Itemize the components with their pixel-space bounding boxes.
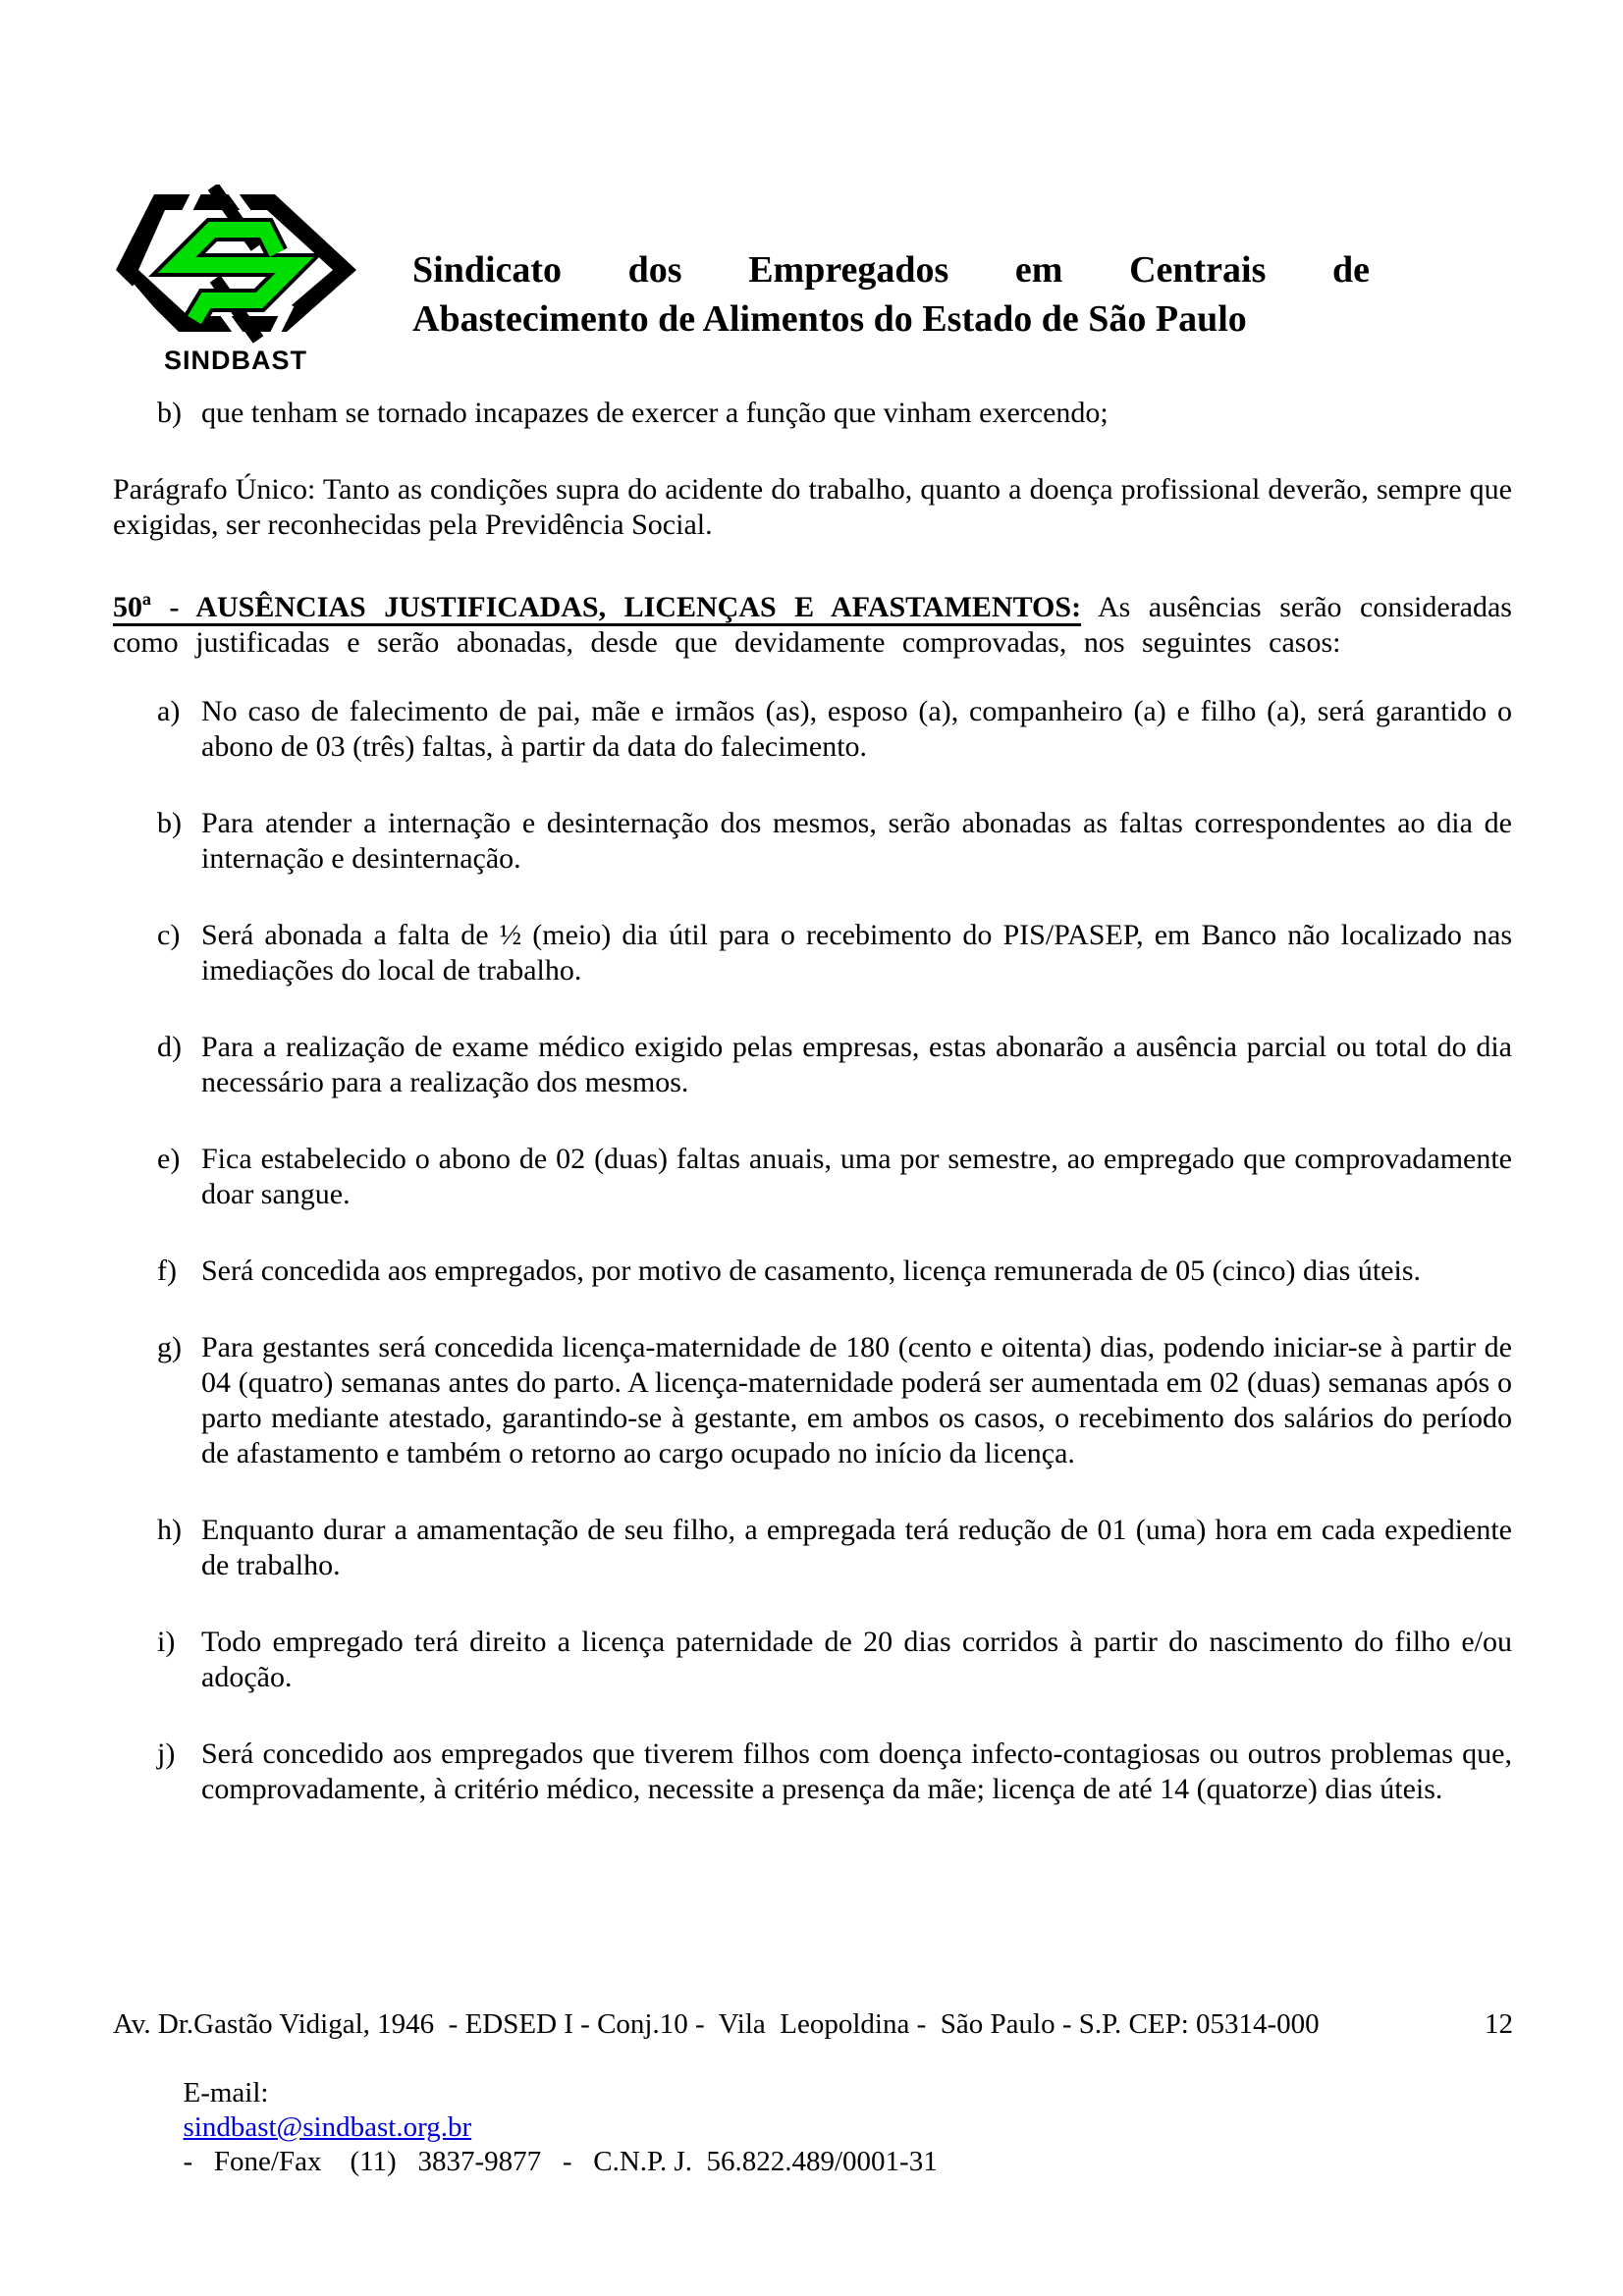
page-number: 12 bbox=[1485, 2008, 1513, 2040]
list-item-j bbox=[113, 1736, 1512, 1807]
list-item-marker: h) bbox=[157, 1514, 182, 1546]
list-item-text: Para atender a internação e desinternação dos mesmos, serão abonadas as faltas correspondentes ao dia de internação e desinternação. bbox=[201, 807, 1512, 875]
list-item-d bbox=[113, 1030, 1512, 1100]
list-item-text: Todo empregado terá direito a licença paternidade de 20 dias corridos à partir do nascimento do filho e/ou adoção. bbox=[201, 1626, 1512, 1693]
letterhead bbox=[113, 0, 1512, 388]
list-item-marker: e) bbox=[157, 1143, 181, 1175]
list-item-b bbox=[113, 806, 1512, 877]
list-item-text: Para a realização de exame médico exigido pelas empresas, estas abonarão a ausência parcial ou total do dia necessário para a realização dos mesmos. bbox=[201, 1031, 1512, 1098]
email-label: E-mail: bbox=[183, 2077, 269, 2109]
list-item-text: Fica estabelecido o abono de 02 (duas) faltas anuais, uma por semestre, ao empregado que comprovadamente doar sangue. bbox=[201, 1143, 1512, 1210]
footer-address: Av. Dr.Gastão Vidigal, 1946 - EDSED I - Conj.10 - Vila Leopoldina - São Paulo - S.P. CEP: 05314-000 bbox=[113, 2008, 1320, 2040]
list-item-text: Enquanto durar a amamentação de seu filho, a empregada terá redução de 01 (uma) hora em cada expediente de trabalho. bbox=[201, 1514, 1512, 1581]
logo-caption: SINDBAST bbox=[163, 346, 307, 375]
list-item-marker: b) bbox=[157, 397, 182, 429]
list-item-f bbox=[113, 1254, 1512, 1289]
clause-50-intro-text: As ausências serão consideradas como justificadas e serão abonadas, desde que devidamente comprovadas, nos seguintes casos: bbox=[113, 591, 1512, 659]
clause-50-title: 50ª - AUSÊNCIAS JUSTIFICADAS, LICENÇAS E AFASTAMENTOS: bbox=[113, 591, 1082, 623]
footer-contact-rest: - Fone/Fax (11) 3837-9877 - C.N.P. J. 56.822.489/0001-31 bbox=[183, 2146, 938, 2177]
page-footer bbox=[113, 2007, 1515, 2214]
footer-contact-line bbox=[140, 2042, 1515, 2214]
list-item-marker: j) bbox=[157, 1737, 176, 1770]
footer-address-line bbox=[113, 2007, 1515, 2042]
sindbast-logo bbox=[103, 185, 368, 375]
list-item-h bbox=[113, 1513, 1512, 1583]
list-item-i bbox=[113, 1625, 1512, 1695]
list-item-a bbox=[113, 694, 1512, 765]
list-item-e bbox=[113, 1142, 1512, 1212]
list-item-c bbox=[113, 918, 1512, 988]
organization-title-line1: Sindicato dos Empregados em Centrais de bbox=[412, 249, 1370, 291]
list-item-text: Será concedido aos empregados que tiverem filhos com doença infecto-contagiosas ou outros problemas que, comprovadamente, à critério médico, necessite a presença da mãe; licença de até 14 (quatorze) dias úteis. bbox=[201, 1737, 1512, 1805]
list-item-marker: i) bbox=[157, 1626, 176, 1658]
list-item-text: Será abonada a falta de ½ (meio) dia útil para o recebimento do PIS/PASEP, em Banco não localizado nas imediações do local de trabalho. bbox=[201, 919, 1512, 987]
list-item-g bbox=[113, 1330, 1512, 1471]
list-item-marker: b) bbox=[157, 807, 182, 839]
list-item-text: No caso de falecimento de pai, mãe e irmãos (as), esposo (a), companheiro (a) e filho (a), será garantido o abono de 03 (três) faltas, à partir da data do falecimento. bbox=[201, 695, 1512, 763]
paragrafo-unico: Parágrafo Único: Tanto as condições supra do acidente do trabalho, quanto a doença profissional deverão, sempre que exigidas, ser reconhecidas pela Previdência Social. bbox=[113, 473, 1512, 541]
page-content bbox=[113, 0, 1512, 1848]
list-item-intro-b bbox=[113, 396, 1512, 431]
list-item-marker: g) bbox=[157, 1331, 182, 1363]
sindbast-hexagon-logo-icon bbox=[103, 185, 368, 344]
list-item-marker: f) bbox=[157, 1255, 177, 1287]
list-item-marker: a) bbox=[157, 695, 181, 727]
organization-title-line2: Abastecimento de Alimentos do Estado de São Paulo bbox=[412, 298, 1247, 340]
email-link[interactable]: sindbast@sindbast.org.br bbox=[183, 2111, 472, 2143]
list-item-text: Será concedida aos empregados, por motivo de casamento, licença remunerada de 05 (cinco) dias úteis. bbox=[201, 1255, 1422, 1287]
list-item-marker: d) bbox=[157, 1031, 182, 1063]
clause-50-heading bbox=[113, 590, 1512, 661]
list-item-marker: c) bbox=[157, 919, 181, 951]
organization-title bbox=[412, 245, 1370, 344]
list-item-text: Para gestantes será concedida licença-maternidade de 180 (cento e oitenta) dias, podendo iniciar-se à partir de 04 (quatro) semanas antes do parto. A licença-maternidade poderá ser aumentada em 02 (duas) semanas após o parto mediante atestado, garantindo-se à gestante, em ambos os casos, o recebimento dos salários do período de afastamento e também o retorno ao cargo ocupado no início da licença. bbox=[201, 1331, 1512, 1469]
clause-50-item-list bbox=[113, 694, 1512, 1807]
list-item-text: que tenham se tornado incapazes de exercer a função que vinham exercendo; bbox=[201, 397, 1109, 429]
